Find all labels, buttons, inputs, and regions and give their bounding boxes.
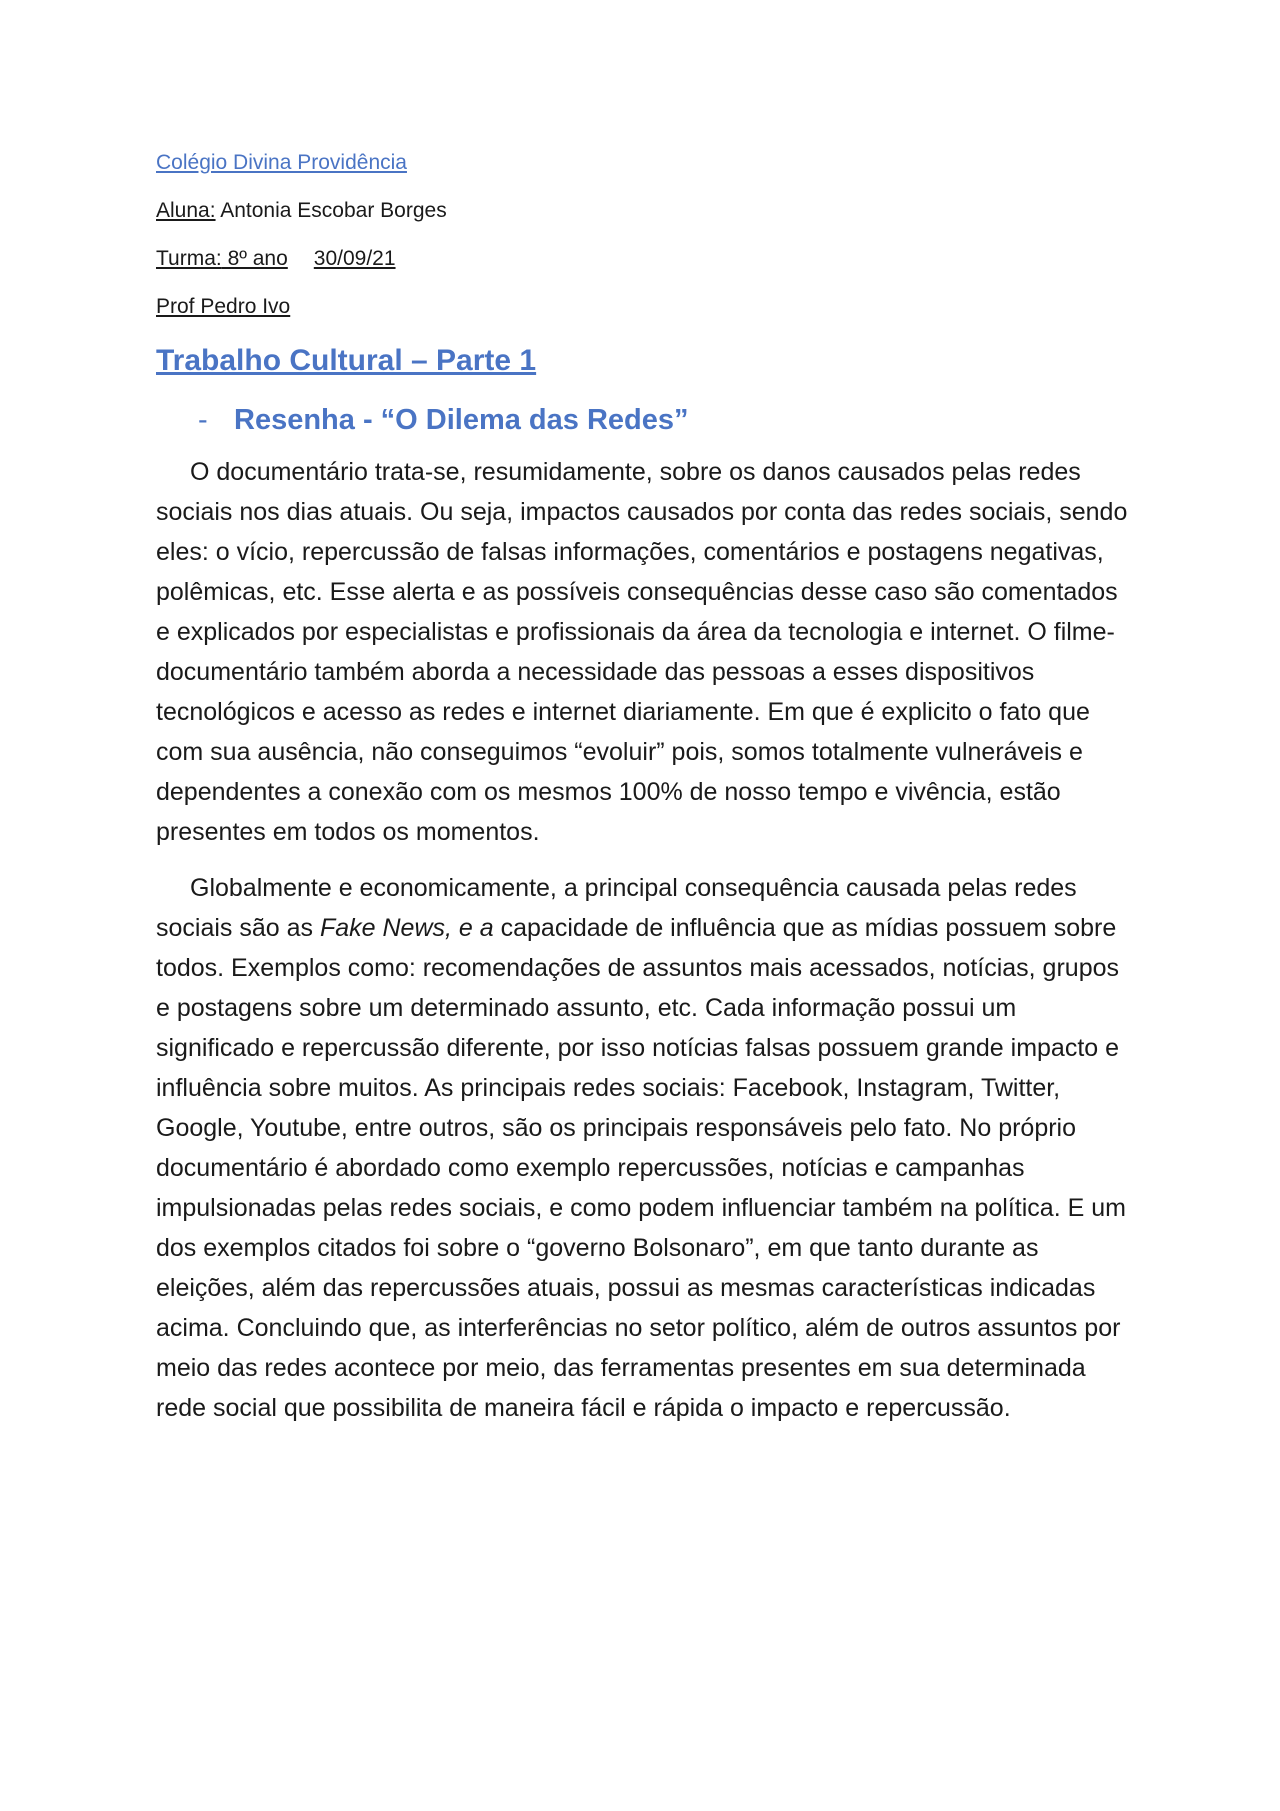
paragraph-2-end: capacidade de influência que as mídias possuem sobre todos. Exemplos como: recomendações de assuntos mais acessados, notícias, grupos e postagens sobre um determinado assunto, etc. Cada informação possui um significado e repercussão diferente, por isso notícias falsas possuem grande impacto e influência sobre muitos. As principais redes sociais: Facebook, Instagram, Twitter, Google, Youtube, entre outros, são os principais responsáveis pelo fato. No próprio documentário é abordado como exemplo repercussões, notícias e campanhas impulsionadas pelas redes sociais, e como podem influenciar também na política. E um dos exemplos citados foi sobre o “governo Bolsonaro”, em que tanto durante as eleições, além das repercussões atuais, possui as mesmas características indicadas acima. Concluindo que, as interferências no setor político, além de outros assuntos por meio das redes acontece por meio, das ferramentas presentes em sua determinada rede social que possibilita de maneira fácil e rápida o impacto e repercussão.	[156, 914, 1126, 1422]
paragraph-1: O documentário trata-se, resumidamente, sobre os danos causados pelas redes sociais nos dias atuais. Ou seja, impactos causados por conta das redes sociais, sendo eles: o vício, repercussão de falsas informações, comentários e postagens negativas, polêmicas, etc. Esse alerta e as possíveis consequências desse caso são comentados e explicados por especialistas e profissionais da área da tecnologia e internet. O filme-documentário também aborda a necessidade das pessoas a esses dispositivos tecnológicos e acesso as redes e internet diariamente. Em que é explicito o fato que com sua ausência, não conseguimos “evoluir” pois, somos totalmente vulneráveis e dependentes a conexão com os mesmos 100% de nosso tempo e vivência, estão presentes em todos os momentos.	[156, 458, 1128, 846]
student-label: Aluna:	[156, 199, 216, 222]
document-page	[156, 150, 1136, 1428]
class-label: Turma:	[156, 247, 222, 270]
document-title: Trabalho Cultural – Parte 1	[156, 344, 537, 377]
subtitle-text: Resenha - “O Dilema das Redes”	[234, 404, 689, 436]
teacher-line: Prof Pedro Ivo	[156, 295, 291, 318]
class-value: 8º ano	[221, 247, 288, 270]
subtitle-dash: -	[198, 404, 208, 436]
school-name: Colégio Divina Providência	[156, 151, 407, 174]
student-name: Antonia Escobar Borges	[215, 199, 447, 222]
paragraph-2-italic: Fake News, e a	[319, 914, 494, 942]
date: 30/09/21	[313, 247, 396, 270]
class-line	[156, 246, 1136, 272]
document-subtitle	[198, 402, 1136, 438]
paragraph-2-start: Globalmente e economicamente, a principal consequência causada pelas redes sociais são as	[156, 874, 1077, 942]
paragraph-2	[156, 868, 1136, 1428]
student-line	[156, 198, 1136, 224]
